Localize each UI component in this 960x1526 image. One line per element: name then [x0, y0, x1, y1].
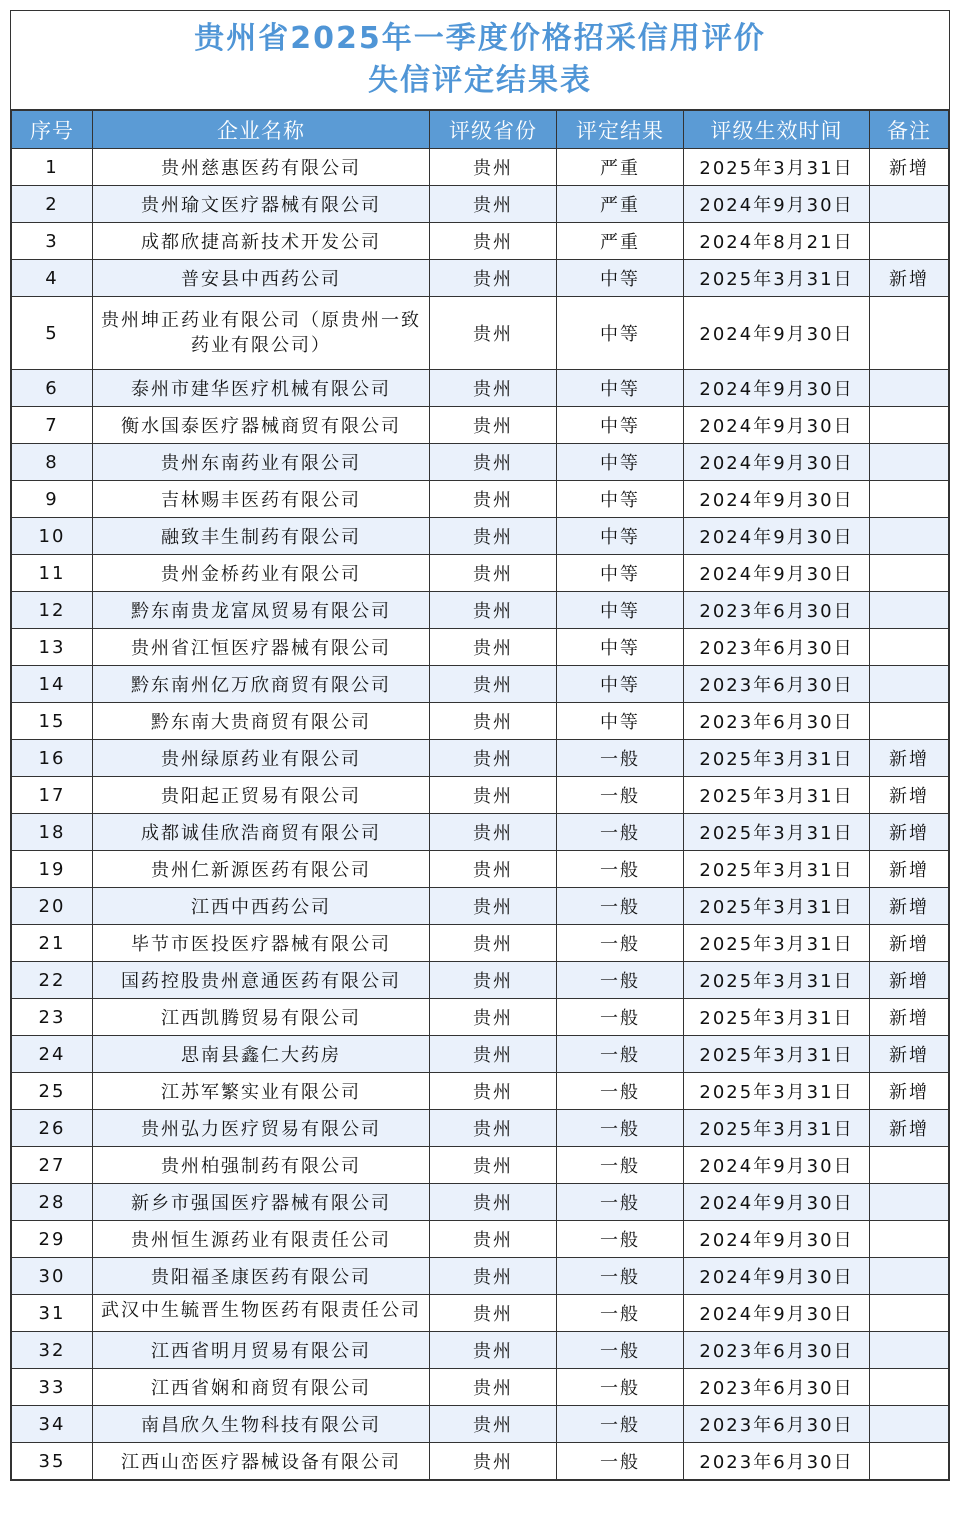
cell-province: 贵州 — [430, 1295, 557, 1332]
table-row — [12, 186, 949, 223]
cell-company: 贵州坤正药业有限公司（原贵州一致药业有限公司） — [93, 297, 430, 370]
table-row — [12, 703, 949, 740]
result-table — [11, 110, 949, 1480]
cell-index: 17 — [12, 777, 93, 814]
cell-remark: 新增 — [870, 851, 949, 888]
cell-effective-date: 2025年3月31日 — [684, 149, 870, 186]
cell-effective-date: 2023年6月30日 — [684, 1332, 870, 1369]
table-row — [12, 149, 949, 186]
cell-effective-date: 2024年9月30日 — [684, 407, 870, 444]
cell-result: 一般 — [557, 1073, 684, 1110]
cell-result: 中等 — [557, 703, 684, 740]
cell-effective-date: 2024年9月30日 — [684, 481, 870, 518]
cell-result: 一般 — [557, 1406, 684, 1443]
cell-province: 贵州 — [430, 1147, 557, 1184]
table-row — [12, 999, 949, 1036]
cell-company: 贵阳福圣康医药有限公司 — [93, 1258, 430, 1295]
cell-remark — [870, 666, 949, 703]
cell-remark: 新增 — [870, 777, 949, 814]
cell-index: 26 — [12, 1110, 93, 1147]
table-row — [12, 1073, 949, 1110]
cell-province: 贵州 — [430, 814, 557, 851]
cell-result: 中等 — [557, 666, 684, 703]
cell-company: 江西山峦医疗器械设备有限公司 — [93, 1443, 430, 1480]
cell-company: 黔东南州亿万欣商贸有限公司 — [93, 666, 430, 703]
cell-remark — [870, 555, 949, 592]
cell-result: 中等 — [557, 629, 684, 666]
cell-company: 江西省娴和商贸有限公司 — [93, 1369, 430, 1406]
cell-result: 一般 — [557, 1184, 684, 1221]
cell-province: 贵州 — [430, 703, 557, 740]
table-row — [12, 1332, 949, 1369]
cell-province: 贵州 — [430, 1369, 557, 1406]
cell-remark — [870, 1184, 949, 1221]
cell-company: 贵阳起正贸易有限公司 — [93, 777, 430, 814]
cell-province: 贵州 — [430, 481, 557, 518]
table-row — [12, 629, 949, 666]
cell-effective-date: 2025年3月31日 — [684, 962, 870, 999]
cell-company: 南昌欣久生物科技有限公司 — [93, 1406, 430, 1443]
table-row — [12, 1184, 949, 1221]
cell-remark — [870, 629, 949, 666]
cell-company: 贵州金桥药业有限公司 — [93, 555, 430, 592]
cell-company: 贵州弘力医疗贸易有限公司 — [93, 1110, 430, 1147]
cell-effective-date: 2023年6月30日 — [684, 629, 870, 666]
cell-company: 黔东南贵龙富凤贸易有限公司 — [93, 592, 430, 629]
table-row — [12, 962, 949, 999]
cell-index: 13 — [12, 629, 93, 666]
cell-remark: 新增 — [870, 888, 949, 925]
cell-index: 35 — [12, 1443, 93, 1480]
cell-effective-date: 2025年3月31日 — [684, 1110, 870, 1147]
col-header-province: 评级省份 — [430, 111, 557, 149]
cell-effective-date: 2024年9月30日 — [684, 1295, 870, 1332]
cell-company: 贵州省江恒医疗器械有限公司 — [93, 629, 430, 666]
col-header-effective-date: 评级生效时间 — [684, 111, 870, 149]
table-row — [12, 407, 949, 444]
credit-result-table-container — [10, 10, 950, 1481]
cell-index: 10 — [12, 518, 93, 555]
table-row — [12, 1036, 949, 1073]
cell-company: 江西省明月贸易有限公司 — [93, 1332, 430, 1369]
cell-result: 中等 — [557, 444, 684, 481]
cell-remark — [870, 297, 949, 370]
cell-province: 贵州 — [430, 186, 557, 223]
title-line-1: 贵州省2025年一季度价格招采信用评价 — [194, 21, 766, 56]
cell-company: 江苏军繁实业有限公司 — [93, 1073, 430, 1110]
cell-effective-date: 2024年9月30日 — [684, 186, 870, 223]
cell-index: 6 — [12, 370, 93, 407]
cell-province: 贵州 — [430, 1073, 557, 1110]
cell-remark — [870, 223, 949, 260]
cell-result: 一般 — [557, 888, 684, 925]
cell-index: 32 — [12, 1332, 93, 1369]
cell-index: 12 — [12, 592, 93, 629]
cell-remark — [870, 1221, 949, 1258]
cell-remark — [870, 444, 949, 481]
cell-remark — [870, 1443, 949, 1480]
cell-result: 中等 — [557, 297, 684, 370]
cell-effective-date: 2025年3月31日 — [684, 999, 870, 1036]
col-header-result: 评定结果 — [557, 111, 684, 149]
cell-remark: 新增 — [870, 1073, 949, 1110]
header-row — [12, 111, 949, 149]
table-row — [12, 740, 949, 777]
cell-company-text: 武汉中生毓晋生物医药有限责任公司 — [101, 1300, 421, 1321]
cell-company: 贵州恒生源药业有限责任公司 — [93, 1221, 430, 1258]
cell-remark — [870, 186, 949, 223]
cell-effective-date: 2023年6月30日 — [684, 592, 870, 629]
cell-result: 一般 — [557, 1110, 684, 1147]
cell-effective-date: 2023年6月30日 — [684, 666, 870, 703]
cell-effective-date: 2024年9月30日 — [684, 444, 870, 481]
cell-effective-date: 2024年9月30日 — [684, 1221, 870, 1258]
cell-index: 4 — [12, 260, 93, 297]
cell-result: 一般 — [557, 1147, 684, 1184]
cell-company: 泰州市建华医疗机械有限公司 — [93, 370, 430, 407]
cell-province: 贵州 — [430, 149, 557, 186]
cell-result: 一般 — [557, 851, 684, 888]
table-title — [11, 11, 949, 110]
cell-result: 一般 — [557, 999, 684, 1036]
cell-province: 贵州 — [430, 1221, 557, 1258]
cell-effective-date: 2024年9月30日 — [684, 518, 870, 555]
cell-remark: 新增 — [870, 999, 949, 1036]
cell-effective-date: 2025年3月31日 — [684, 740, 870, 777]
cell-result: 中等 — [557, 555, 684, 592]
cell-result: 一般 — [557, 1332, 684, 1369]
cell-index: 22 — [12, 962, 93, 999]
cell-remark — [870, 370, 949, 407]
cell-result: 中等 — [557, 407, 684, 444]
cell-remark — [870, 1147, 949, 1184]
cell-province: 贵州 — [430, 740, 557, 777]
table-row — [12, 223, 949, 260]
cell-index: 25 — [12, 1073, 93, 1110]
cell-index: 27 — [12, 1147, 93, 1184]
cell-remark: 新增 — [870, 1036, 949, 1073]
cell-province: 贵州 — [430, 666, 557, 703]
cell-company: 贵州仁新源医药有限公司 — [93, 851, 430, 888]
cell-effective-date: 2024年9月30日 — [684, 297, 870, 370]
table-row — [12, 1443, 949, 1480]
table-row — [12, 481, 949, 518]
cell-index: 21 — [12, 925, 93, 962]
cell-index: 24 — [12, 1036, 93, 1073]
cell-company: 衡水国泰医疗器械商贸有限公司 — [93, 407, 430, 444]
cell-company: 贵州慈惠医药有限公司 — [93, 149, 430, 186]
cell-result: 中等 — [557, 370, 684, 407]
cell-effective-date: 2024年9月30日 — [684, 555, 870, 592]
cell-company: 毕节市医投医疗器械有限公司 — [93, 925, 430, 962]
table-row — [12, 518, 949, 555]
cell-remark — [870, 481, 949, 518]
cell-remark — [870, 1332, 949, 1369]
cell-index: 5 — [12, 297, 93, 370]
cell-province: 贵州 — [430, 1184, 557, 1221]
cell-index: 7 — [12, 407, 93, 444]
cell-result: 一般 — [557, 1258, 684, 1295]
cell-index: 9 — [12, 481, 93, 518]
table-row — [12, 1295, 949, 1332]
cell-result: 严重 — [557, 186, 684, 223]
cell-index: 28 — [12, 1184, 93, 1221]
cell-province: 贵州 — [430, 925, 557, 962]
cell-company: 贵州柏强制药有限公司 — [93, 1147, 430, 1184]
cell-result: 一般 — [557, 1036, 684, 1073]
cell-effective-date: 2025年3月31日 — [684, 888, 870, 925]
cell-company — [93, 1295, 430, 1332]
col-header-remark: 备注 — [870, 111, 949, 149]
cell-index: 1 — [12, 149, 93, 186]
cell-province: 贵州 — [430, 962, 557, 999]
cell-result: 中等 — [557, 518, 684, 555]
cell-province: 贵州 — [430, 518, 557, 555]
cell-province: 贵州 — [430, 1406, 557, 1443]
cell-province: 贵州 — [430, 629, 557, 666]
cell-remark — [870, 592, 949, 629]
cell-province: 贵州 — [430, 1443, 557, 1480]
cell-remark: 新增 — [870, 814, 949, 851]
cell-province: 贵州 — [430, 223, 557, 260]
cell-effective-date: 2024年9月30日 — [684, 370, 870, 407]
cell-effective-date: 2023年6月30日 — [684, 1443, 870, 1480]
cell-effective-date: 2023年6月30日 — [684, 703, 870, 740]
cell-remark: 新增 — [870, 149, 949, 186]
cell-effective-date: 2024年9月30日 — [684, 1258, 870, 1295]
cell-remark: 新增 — [870, 1110, 949, 1147]
cell-index: 8 — [12, 444, 93, 481]
cell-company: 普安县中西药公司 — [93, 260, 430, 297]
cell-result: 一般 — [557, 1221, 684, 1258]
cell-index: 20 — [12, 888, 93, 925]
cell-result: 一般 — [557, 1295, 684, 1332]
cell-remark — [870, 1406, 949, 1443]
cell-effective-date: 2025年3月31日 — [684, 1073, 870, 1110]
col-header-company: 企业名称 — [93, 111, 430, 149]
cell-company: 新乡市强国医疗器械有限公司 — [93, 1184, 430, 1221]
cell-index: 34 — [12, 1406, 93, 1443]
cell-company: 吉林赐丰医药有限公司 — [93, 481, 430, 518]
cell-remark — [870, 1369, 949, 1406]
table-row — [12, 592, 949, 629]
cell-province: 贵州 — [430, 370, 557, 407]
table-row — [12, 851, 949, 888]
cell-province: 贵州 — [430, 444, 557, 481]
cell-company: 贵州东南药业有限公司 — [93, 444, 430, 481]
cell-index: 2 — [12, 186, 93, 223]
cell-province: 贵州 — [430, 888, 557, 925]
cell-index: 29 — [12, 1221, 93, 1258]
table-row — [12, 1110, 949, 1147]
cell-province: 贵州 — [430, 297, 557, 370]
cell-company: 成都欣捷高新技术开发公司 — [93, 223, 430, 260]
table-body — [12, 149, 949, 1480]
cell-result: 一般 — [557, 1369, 684, 1406]
table-row — [12, 1406, 949, 1443]
cell-index: 15 — [12, 703, 93, 740]
cell-company: 思南县鑫仁大药房 — [93, 1036, 430, 1073]
cell-province: 贵州 — [430, 555, 557, 592]
cell-index: 30 — [12, 1258, 93, 1295]
cell-effective-date: 2024年9月30日 — [684, 1147, 870, 1184]
cell-result: 一般 — [557, 925, 684, 962]
cell-effective-date: 2025年3月31日 — [684, 851, 870, 888]
cell-remark — [870, 1258, 949, 1295]
table-row — [12, 666, 949, 703]
table-row — [12, 297, 949, 370]
cell-province: 贵州 — [430, 1036, 557, 1073]
cell-remark — [870, 703, 949, 740]
table-row — [12, 888, 949, 925]
cell-province: 贵州 — [430, 260, 557, 297]
table-row — [12, 1147, 949, 1184]
cell-result: 一般 — [557, 814, 684, 851]
cell-index: 18 — [12, 814, 93, 851]
table-row — [12, 1221, 949, 1258]
table-row — [12, 814, 949, 851]
title-line-2: 失信评定结果表 — [368, 63, 592, 98]
cell-effective-date: 2023年6月30日 — [684, 1406, 870, 1443]
cell-effective-date: 2024年9月30日 — [684, 1184, 870, 1221]
cell-company: 江西中西药公司 — [93, 888, 430, 925]
cell-province: 贵州 — [430, 1110, 557, 1147]
cell-company: 成都诚佳欣浩商贸有限公司 — [93, 814, 430, 851]
cell-remark: 新增 — [870, 260, 949, 297]
cell-effective-date: 2025年3月31日 — [684, 1036, 870, 1073]
cell-index: 31 — [12, 1295, 93, 1332]
cell-effective-date: 2023年6月30日 — [684, 1369, 870, 1406]
cell-province: 贵州 — [430, 999, 557, 1036]
cell-result: 中等 — [557, 260, 684, 297]
cell-province: 贵州 — [430, 851, 557, 888]
cell-province: 贵州 — [430, 592, 557, 629]
cell-remark: 新增 — [870, 925, 949, 962]
cell-index: 3 — [12, 223, 93, 260]
cell-province: 贵州 — [430, 407, 557, 444]
cell-result: 中等 — [557, 592, 684, 629]
table-row — [12, 555, 949, 592]
cell-remark — [870, 1295, 949, 1332]
cell-result: 一般 — [557, 777, 684, 814]
cell-index: 11 — [12, 555, 93, 592]
cell-company: 国药控股贵州意通医药有限公司 — [93, 962, 430, 999]
table-row — [12, 260, 949, 297]
cell-company: 融致丰生制药有限公司 — [93, 518, 430, 555]
cell-remark: 新增 — [870, 962, 949, 999]
cell-remark — [870, 518, 949, 555]
cell-province: 贵州 — [430, 1258, 557, 1295]
cell-effective-date: 2024年8月21日 — [684, 223, 870, 260]
cell-effective-date: 2025年3月31日 — [684, 260, 870, 297]
cell-remark: 新增 — [870, 740, 949, 777]
cell-result: 一般 — [557, 962, 684, 999]
cell-company: 贵州绿原药业有限公司 — [93, 740, 430, 777]
cell-effective-date: 2025年3月31日 — [684, 925, 870, 962]
table-row — [12, 1258, 949, 1295]
cell-index: 16 — [12, 740, 93, 777]
cell-result: 严重 — [557, 223, 684, 260]
cell-remark — [870, 407, 949, 444]
cell-effective-date: 2025年3月31日 — [684, 777, 870, 814]
table-row — [12, 444, 949, 481]
table-row — [12, 925, 949, 962]
cell-index: 33 — [12, 1369, 93, 1406]
cell-result: 严重 — [557, 149, 684, 186]
cell-result: 一般 — [557, 1443, 684, 1480]
cell-company: 江西凯腾贸易有限公司 — [93, 999, 430, 1036]
cell-index: 23 — [12, 999, 93, 1036]
table-row — [12, 1369, 949, 1406]
cell-result: 中等 — [557, 481, 684, 518]
cell-company: 黔东南大贵商贸有限公司 — [93, 703, 430, 740]
cell-index: 19 — [12, 851, 93, 888]
cell-company: 贵州瑜文医疗器械有限公司 — [93, 186, 430, 223]
cell-province: 贵州 — [430, 1332, 557, 1369]
table-row — [12, 370, 949, 407]
col-header-index: 序号 — [12, 111, 93, 149]
cell-result: 一般 — [557, 740, 684, 777]
table-row — [12, 777, 949, 814]
cell-province: 贵州 — [430, 777, 557, 814]
cell-effective-date: 2025年3月31日 — [684, 814, 870, 851]
cell-index: 14 — [12, 666, 93, 703]
